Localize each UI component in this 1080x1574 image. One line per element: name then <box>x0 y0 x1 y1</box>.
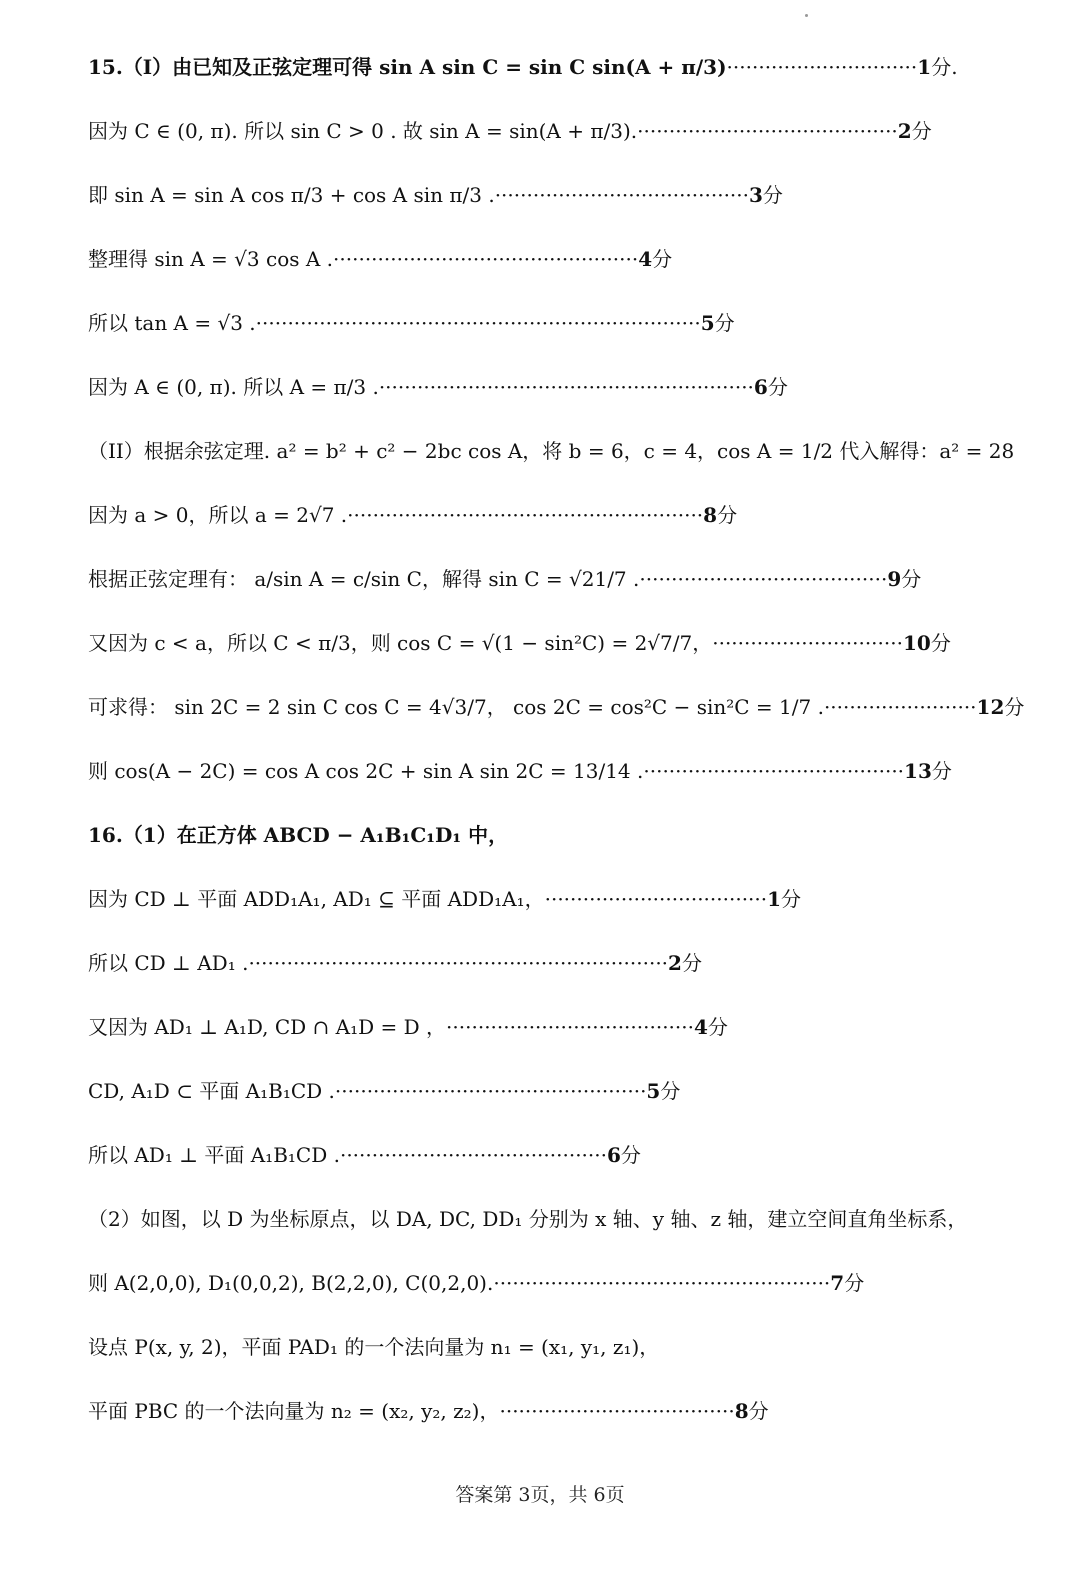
score-value: 10 <box>902 631 931 655</box>
solution-line <box>88 884 988 914</box>
leader-dots: ······························ <box>726 55 918 79</box>
solution-line <box>88 692 1025 722</box>
score-unit: 分 <box>652 247 673 271</box>
score-unit: 分 <box>707 1015 728 1039</box>
leader-dots: ········································· <box>643 759 905 783</box>
solution-line <box>88 1140 988 1170</box>
score-unit: 分. <box>931 55 958 79</box>
solution-line <box>88 372 988 402</box>
leader-dots: ····································· <box>499 1399 735 1423</box>
solution-line <box>88 116 988 146</box>
score-value: 12 <box>976 695 1005 719</box>
score-value: 6 <box>753 375 768 399</box>
score-value: 8 <box>703 503 718 527</box>
score-value: 1 <box>917 55 932 79</box>
line-text: 又因为 c < a，所以 C < π/3，则 cos C = √(1 − sin²C) = 2√7/7， <box>88 631 713 655</box>
score-unit: 分 <box>714 311 735 335</box>
line-text: 16.（1）在正方体 ABCD − A₁B₁C₁D₁ 中， <box>88 823 509 847</box>
score-value: 13 <box>904 759 932 783</box>
solution-line <box>88 436 1015 466</box>
line-text: 平面 PBC 的一个法向量为 n₂ = (x₂, y₂, z₂)， <box>88 1399 500 1423</box>
scan-speck <box>805 14 808 17</box>
line-text: （II）根据余弦定理. a² = b² + c² − 2bc cos A，将 b = 6，c = 4，cos A = 1/2 代入解得：a² = 28 <box>88 439 1015 463</box>
line-text: 又因为 AD₁ ⊥ A₁D, CD ∩ A₁D = D ， <box>88 1015 447 1039</box>
leader-dots: ······························ <box>712 631 903 655</box>
score-unit: 分 <box>901 567 922 591</box>
leader-dots: ················································· <box>334 1079 647 1103</box>
line-text: 整理得 sin A = √3 cos A . <box>88 247 334 271</box>
score-value: 4 <box>694 1015 708 1039</box>
leader-dots: ························ <box>823 695 977 719</box>
solution-line <box>88 756 988 786</box>
leader-dots: ······································································ <box>255 311 701 335</box>
line-text: 所以 CD ⊥ AD₁ . <box>88 951 249 975</box>
line-text: 则 A(2,0,0), D₁(0,0,2), B(2,2,0), C(0,2,0). <box>88 1271 494 1295</box>
line-text: 则 cos(A − 2C) = cos A cos 2C + sin A sin 2C = 13/14 . <box>88 759 644 783</box>
score-unit: 分 <box>931 759 952 783</box>
score-value: 5 <box>646 1079 661 1103</box>
score-value: 2 <box>897 119 912 143</box>
page-footer: 答案第 3页，共 6页 <box>455 1484 625 1506</box>
solution-line <box>88 1012 988 1042</box>
line-text: 15.（I）由已知及正弦定理可得 sin A sin C = sin C sin(A + π/3) <box>88 55 727 79</box>
score-value: 8 <box>734 1399 749 1423</box>
score-value: 9 <box>887 567 902 591</box>
solution-line <box>88 244 988 274</box>
leader-dots: ······································· <box>446 1015 694 1039</box>
score-value: 2 <box>668 951 682 975</box>
solution-line <box>88 500 988 530</box>
solution-line <box>88 1332 988 1362</box>
line-text: 即 sin A = sin A cos π/3 + cos A sin π/3 . <box>88 183 495 207</box>
line-text: CD, A₁D ⊂ 平面 A₁B₁CD . <box>88 1079 335 1103</box>
leader-dots: ········································ <box>494 183 749 207</box>
solution-line <box>88 180 988 210</box>
leader-dots: ······································· <box>639 567 888 591</box>
score-unit: 分 <box>717 503 738 527</box>
score-unit: 分 <box>681 951 702 975</box>
solution-line <box>88 820 988 850</box>
solution-line <box>88 1396 988 1426</box>
solution-line <box>88 948 988 978</box>
leader-dots: ·································································· <box>248 951 669 975</box>
solution-line <box>88 564 988 594</box>
score-unit: 分 <box>930 631 951 655</box>
score-value: 7 <box>830 1271 845 1295</box>
score-unit: 分 <box>620 1143 641 1167</box>
line-text: 可求得： sin 2C = 2 sin C cos C = 4√3/7， cos 2C = cos²C − sin²C = 1/7 . <box>88 695 824 719</box>
score-unit: 分 <box>660 1079 681 1103</box>
line-text: 因为 CD ⊥ 平面 ADD₁A₁, AD₁ ⊆ 平面 ADD₁A₁， <box>88 887 545 911</box>
score-value: 3 <box>749 183 763 207</box>
solution-line <box>88 628 988 658</box>
line-text: 所以 AD₁ ⊥ 平面 A₁B₁CD . <box>88 1143 340 1167</box>
score-value: 4 <box>638 247 653 271</box>
leader-dots: ·········································· <box>339 1143 607 1167</box>
score-unit: 分 <box>762 183 783 207</box>
leader-dots: ················································ <box>333 247 639 271</box>
leader-dots: ····················································· <box>493 1271 831 1295</box>
score-unit: 分 <box>844 1271 865 1295</box>
score-value: 6 <box>606 1143 621 1167</box>
score-value: 1 <box>767 887 782 911</box>
score-unit: 分 <box>748 1399 769 1423</box>
leader-dots: ··························································· <box>378 375 754 399</box>
score-unit: 分 <box>1004 695 1025 719</box>
leader-dots: ········································· <box>637 119 898 143</box>
solution-line <box>88 1268 988 1298</box>
solution-line <box>88 1204 988 1234</box>
score-value: 5 <box>700 311 715 335</box>
line-text: 因为 A ∈ (0, π). 所以 A = π/3 . <box>88 375 379 399</box>
line-text: 因为 a > 0，所以 a = 2√7 . <box>88 503 348 527</box>
solution-line <box>88 52 988 82</box>
line-text: 设点 P(x, y, 2)，平面 PAD₁ 的一个法向量为 n₁ = (x₁, y₁, z₁)， <box>88 1335 660 1359</box>
score-unit: 分 <box>911 119 932 143</box>
line-text: （2）如图，以 D 为坐标原点，以 DA, DC, DD₁ 分别为 x 轴、y 轴、z 轴，建立空间直角坐标系， <box>88 1207 968 1231</box>
leader-dots: ··································· <box>544 887 768 911</box>
line-text: 根据正弦定理有： a/sin A = c/sin C，解得 sin C = √21/7 . <box>88 567 640 591</box>
score-unit: 分 <box>781 887 802 911</box>
line-text: 所以 tan A = √3 . <box>88 311 256 335</box>
line-text: 因为 C ∈ (0, π). 所以 sin C > 0 . 故 sin A = sin(A + π/3). <box>88 119 638 143</box>
solution-line <box>88 1076 988 1106</box>
leader-dots: ························································ <box>347 503 704 527</box>
score-unit: 分 <box>767 375 788 399</box>
solution-line <box>88 308 988 338</box>
